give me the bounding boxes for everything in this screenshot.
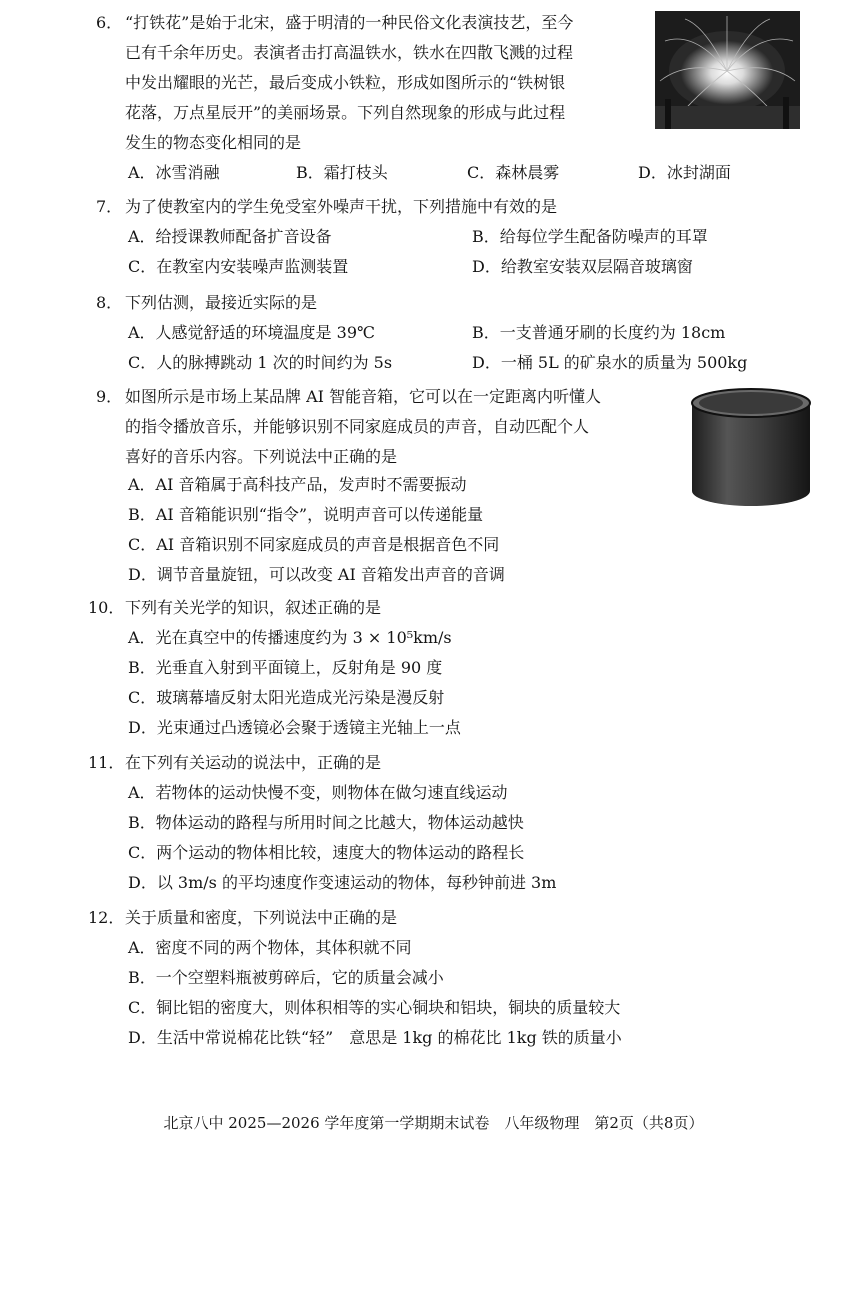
question-6-option-d: D．冰封湖面 — [638, 163, 731, 182]
question-12-option-c: C．铜比铝的密度大，则体积相等的实心铜块和铝块，铜块的质量较大 — [128, 998, 621, 1017]
question-10-stem: 下列有关光学的知识，叙述正确的是 — [125, 598, 382, 617]
question-7-stem: 为了使教室内的学生免受室外噪声干扰，下列措施中有效的是 — [125, 197, 558, 216]
question-9-option-c: C．AI 音箱识别不同家庭成员的声音是根据音色不同 — [128, 535, 500, 554]
question-6-stem-line-1: “打铁花”是始于北宋，盛于明清的一种民俗文化表演技艺，至今 — [125, 13, 574, 32]
question-9-option-d: D．调节音量旋钮，可以改变 AI 音箱发出声音的音调 — [128, 565, 505, 584]
question-9-option-b: B．AI 音箱能识别“指令”，说明声音可以传递能量 — [128, 505, 484, 524]
question-9-number: 9． — [96, 387, 123, 406]
question-8-number: 8． — [96, 293, 123, 312]
question-12-number: 12． — [88, 908, 125, 927]
question-11-option-a: A．若物体的运动快慢不变，则物体在做匀速直线运动 — [128, 783, 508, 802]
iron-flower-photo — [655, 11, 800, 129]
question-9-stem-line-1: 如图所示是市场上某品牌 AI 智能音箱，它可以在一定距离内听懂人 — [125, 387, 602, 406]
question-7-option-a: A．给授课教师配备扩音设备 — [128, 227, 332, 246]
page-footer: 北京八中 2025—2026 学年度第一学期期末试卷 八年级物理 第2页（共8页） — [163, 1114, 704, 1132]
question-7-option-c: C．在教室内安装噪声监测装置 — [128, 257, 349, 276]
question-11-option-d: D．以 3m/s 的平均速度作变速运动的物体，每秒钟前进 3m — [128, 873, 557, 892]
question-11-stem: 在下列有关运动的说法中，正确的是 — [125, 753, 382, 772]
question-6-option-a: A．冰雪消融 — [128, 163, 220, 182]
question-6-option-b: B．霜打枝头 — [296, 163, 388, 182]
question-7-number: 7． — [96, 197, 123, 216]
question-10-option-c: C．玻璃幕墙反射太阳光造成光污染是漫反射 — [128, 688, 445, 707]
question-8-option-b: B．一支普通牙刷的长度约为 18cm — [472, 323, 726, 342]
question-10-option-d: D．光束通过凸透镜必会聚于透镜主光轴上一点 — [128, 718, 461, 737]
question-12-option-d: D．生活中常说棉花比铁“轻” 意思是 1kg 的棉花比 1kg 铁的质量小 — [128, 1028, 622, 1047]
question-10-option-b: B．光垂直入射到平面镜上，反射角是 90 度 — [128, 658, 443, 677]
question-6-number: 6． — [96, 13, 123, 32]
question-9-stem-line-3: 喜好的音乐内容。下列说法中正确的是 — [125, 447, 398, 466]
question-12-option-a: A．密度不同的两个物体，其体积就不同 — [128, 938, 412, 957]
question-9-stem-line-2: 的指令播放音乐，并能够识别不同家庭成员的声音，自动匹配个人 — [125, 417, 590, 436]
question-7-option-b: B．给每位学生配备防噪声的耳罩 — [472, 227, 708, 246]
question-11-number: 11． — [88, 753, 125, 772]
question-10-number: 10． — [88, 598, 125, 617]
question-6-stem-line-2: 已有千余年历史。表演者击打高温铁水，铁水在四散飞溅的过程 — [125, 43, 574, 62]
question-12-stem: 关于质量和密度，下列说法中正确的是 — [125, 908, 398, 927]
question-8-option-a: A．人感觉舒适的环境温度是 39℃ — [128, 323, 375, 342]
question-10-option-a: A．光在真空中的传播速度约为 3 × 10⁵km/s — [128, 628, 452, 647]
ai-speaker-photo — [686, 385, 816, 509]
question-6-stem-line-4: 花落，万点星辰开”的美丽场景。下列自然现象的形成与此过程 — [125, 103, 566, 122]
question-8-option-d: D．一桶 5L 的矿泉水的质量为 500kg — [472, 353, 748, 372]
question-6-stem-line-5: 发生的物态变化相同的是 — [125, 133, 302, 152]
question-11-option-c: C．两个运动的物体相比较，速度大的物体运动的路程长 — [128, 843, 525, 862]
question-6-option-c: C．森林晨雾 — [467, 163, 560, 182]
question-8-option-c: C．人的脉搏跳动 1 次的时间约为 5s — [128, 353, 393, 372]
question-7-option-d: D．给教室安装双层隔音玻璃窗 — [472, 257, 693, 276]
question-12-option-b: B．一个空塑料瓶被剪碎后，它的质量会减小 — [128, 968, 444, 987]
question-6-stem-line-3: 中发出耀眼的光芒，最后变成小铁粒，形成如图所示的“铁树银 — [125, 73, 566, 92]
question-11-option-b: B．物体运动的路程与所用时间之比越大，物体运动越快 — [128, 813, 524, 832]
question-8-stem: 下列估测，最接近实际的是 — [125, 293, 318, 312]
question-9-option-a: A．AI 音箱属于高科技产品，发声时不需要振动 — [128, 475, 467, 494]
